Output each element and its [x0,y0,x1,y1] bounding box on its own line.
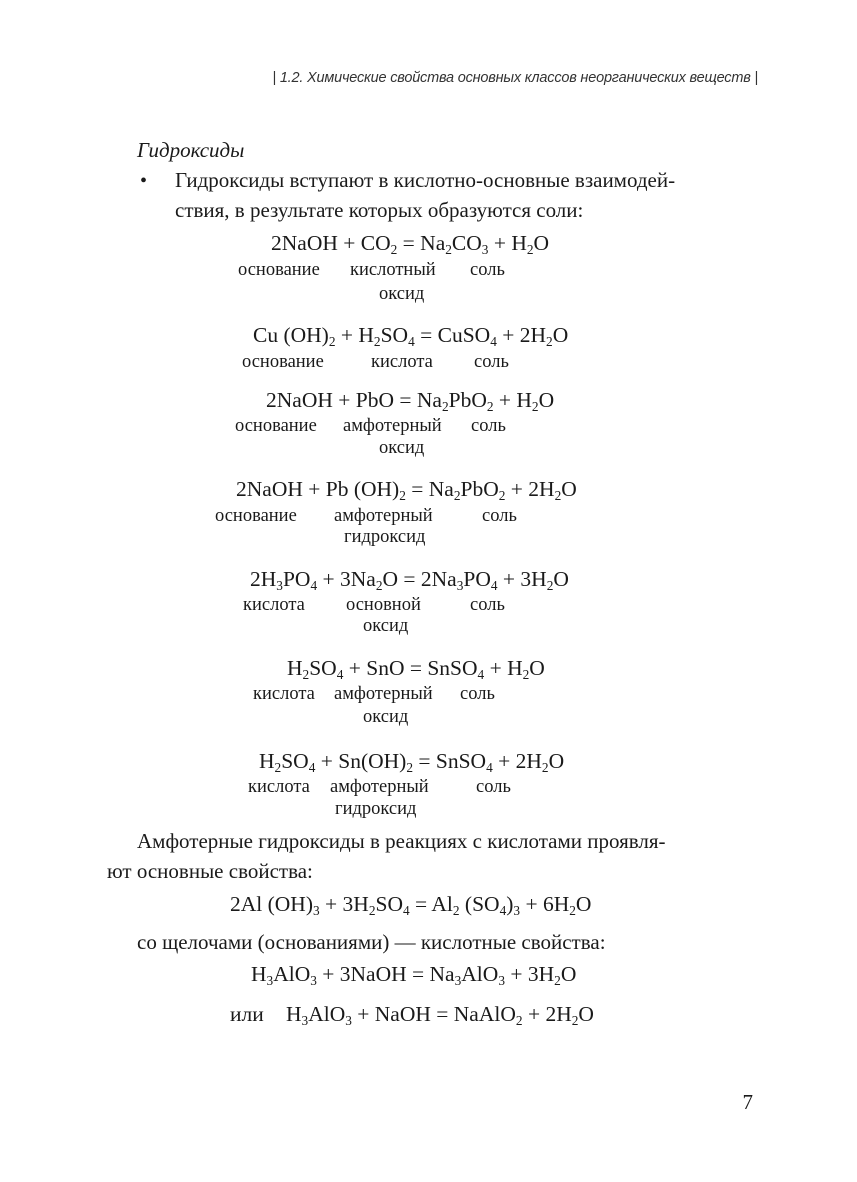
label-basic: основной [346,595,421,615]
label-base: основание [238,260,320,280]
equation-9: $H_3AlO_3$ + 3NaOH = $Na_3AlO_3 + 3H_2O$ [251,962,577,988]
label-base: основание [235,416,317,436]
label-base: основание [242,352,324,372]
equation-4: 2NaOH + Pb $(OH)_2 = Na_2PbO_2 + 2H_2O$ [236,477,577,503]
label-oxide: оксид [379,284,425,304]
label-amphoteric: амфотерный [330,777,429,797]
amphoteric-line-2: ют основные свойства: [107,859,313,883]
label-salt: соль [460,684,495,704]
equation-2: Cu $(OH)_2 + H_2SO_4$ = CuSO$_4$ + $2H_2O$ [253,323,569,349]
label-base: основание [215,506,297,526]
label-acid: кислота [371,352,433,372]
label-salt: соль [474,352,509,372]
label-hydroxide: гидроксид [344,527,426,547]
label-oxide: оксид [379,438,425,458]
label-salt: соль [482,506,517,526]
alkali-line: со щелочами (основаниями) — кислотные свойства: [137,930,606,954]
label-acidic: кислотный [350,260,436,280]
equation-6: $H_2SO_4$ + SnO = SnSO$_4$ + $H_2O$ [287,656,545,682]
label-acid: кислота [253,684,315,704]
label-amphoteric: амфотерный [334,684,433,704]
intro-line-2: ствия, в результате которых образуются соли: [175,198,584,222]
label-acid: кислота [243,595,305,615]
equation-5: $2H_3PO_4 + 3Na_2O = 2Na_3PO_4 + 3H_2O$ [250,567,569,593]
amphoteric-line-1: Амфотерные гидроксиды в реакциях с кислотами проявля- [137,829,666,853]
equation-10: $H_3AlO_3$ + NaOH = NaAlO$_2$ + $2H_2O$ [286,1002,594,1028]
bullet-marker: • [140,170,148,192]
label-amphoteric: амфотерный [334,506,433,526]
label-acid: кислота [248,777,310,797]
label-oxide: оксид [363,616,409,636]
label-oxide: оксид [363,707,409,727]
label-salt: соль [476,777,511,797]
running-header: | 1.2. Химические свойства основных классов неорганических веществ | [272,70,758,86]
equation-8: 2Al $(OH)_3 + 3H_2SO_4 = Al_2$ $(SO_4)_3 + 6H_2O$ [230,892,592,918]
label-amphoteric: амфотерный [343,416,442,436]
equation-3: 2NaOH + PbO = $Na_2PbO_2 + H_2O$ [266,388,555,414]
label-salt: соль [471,416,506,436]
intro-line-1: Гидроксиды вступают в кислотно-основные взаимодей- [175,168,676,192]
label-hydroxide: гидроксид [335,799,417,819]
section-title: Гидроксиды [137,138,245,162]
label-salt: соль [470,260,505,280]
label-salt: соль [470,595,505,615]
equation-1: 2NaOH + $CO_2 = Na_2CO_3 + H_2O$ [271,231,550,257]
or-word: или [230,1002,264,1026]
page-number: 7 [742,1090,753,1114]
equation-7: $H_2SO_4 + Sn(OH)_2$ = SnSO$_4$ + $2H_2O$ [259,749,565,775]
